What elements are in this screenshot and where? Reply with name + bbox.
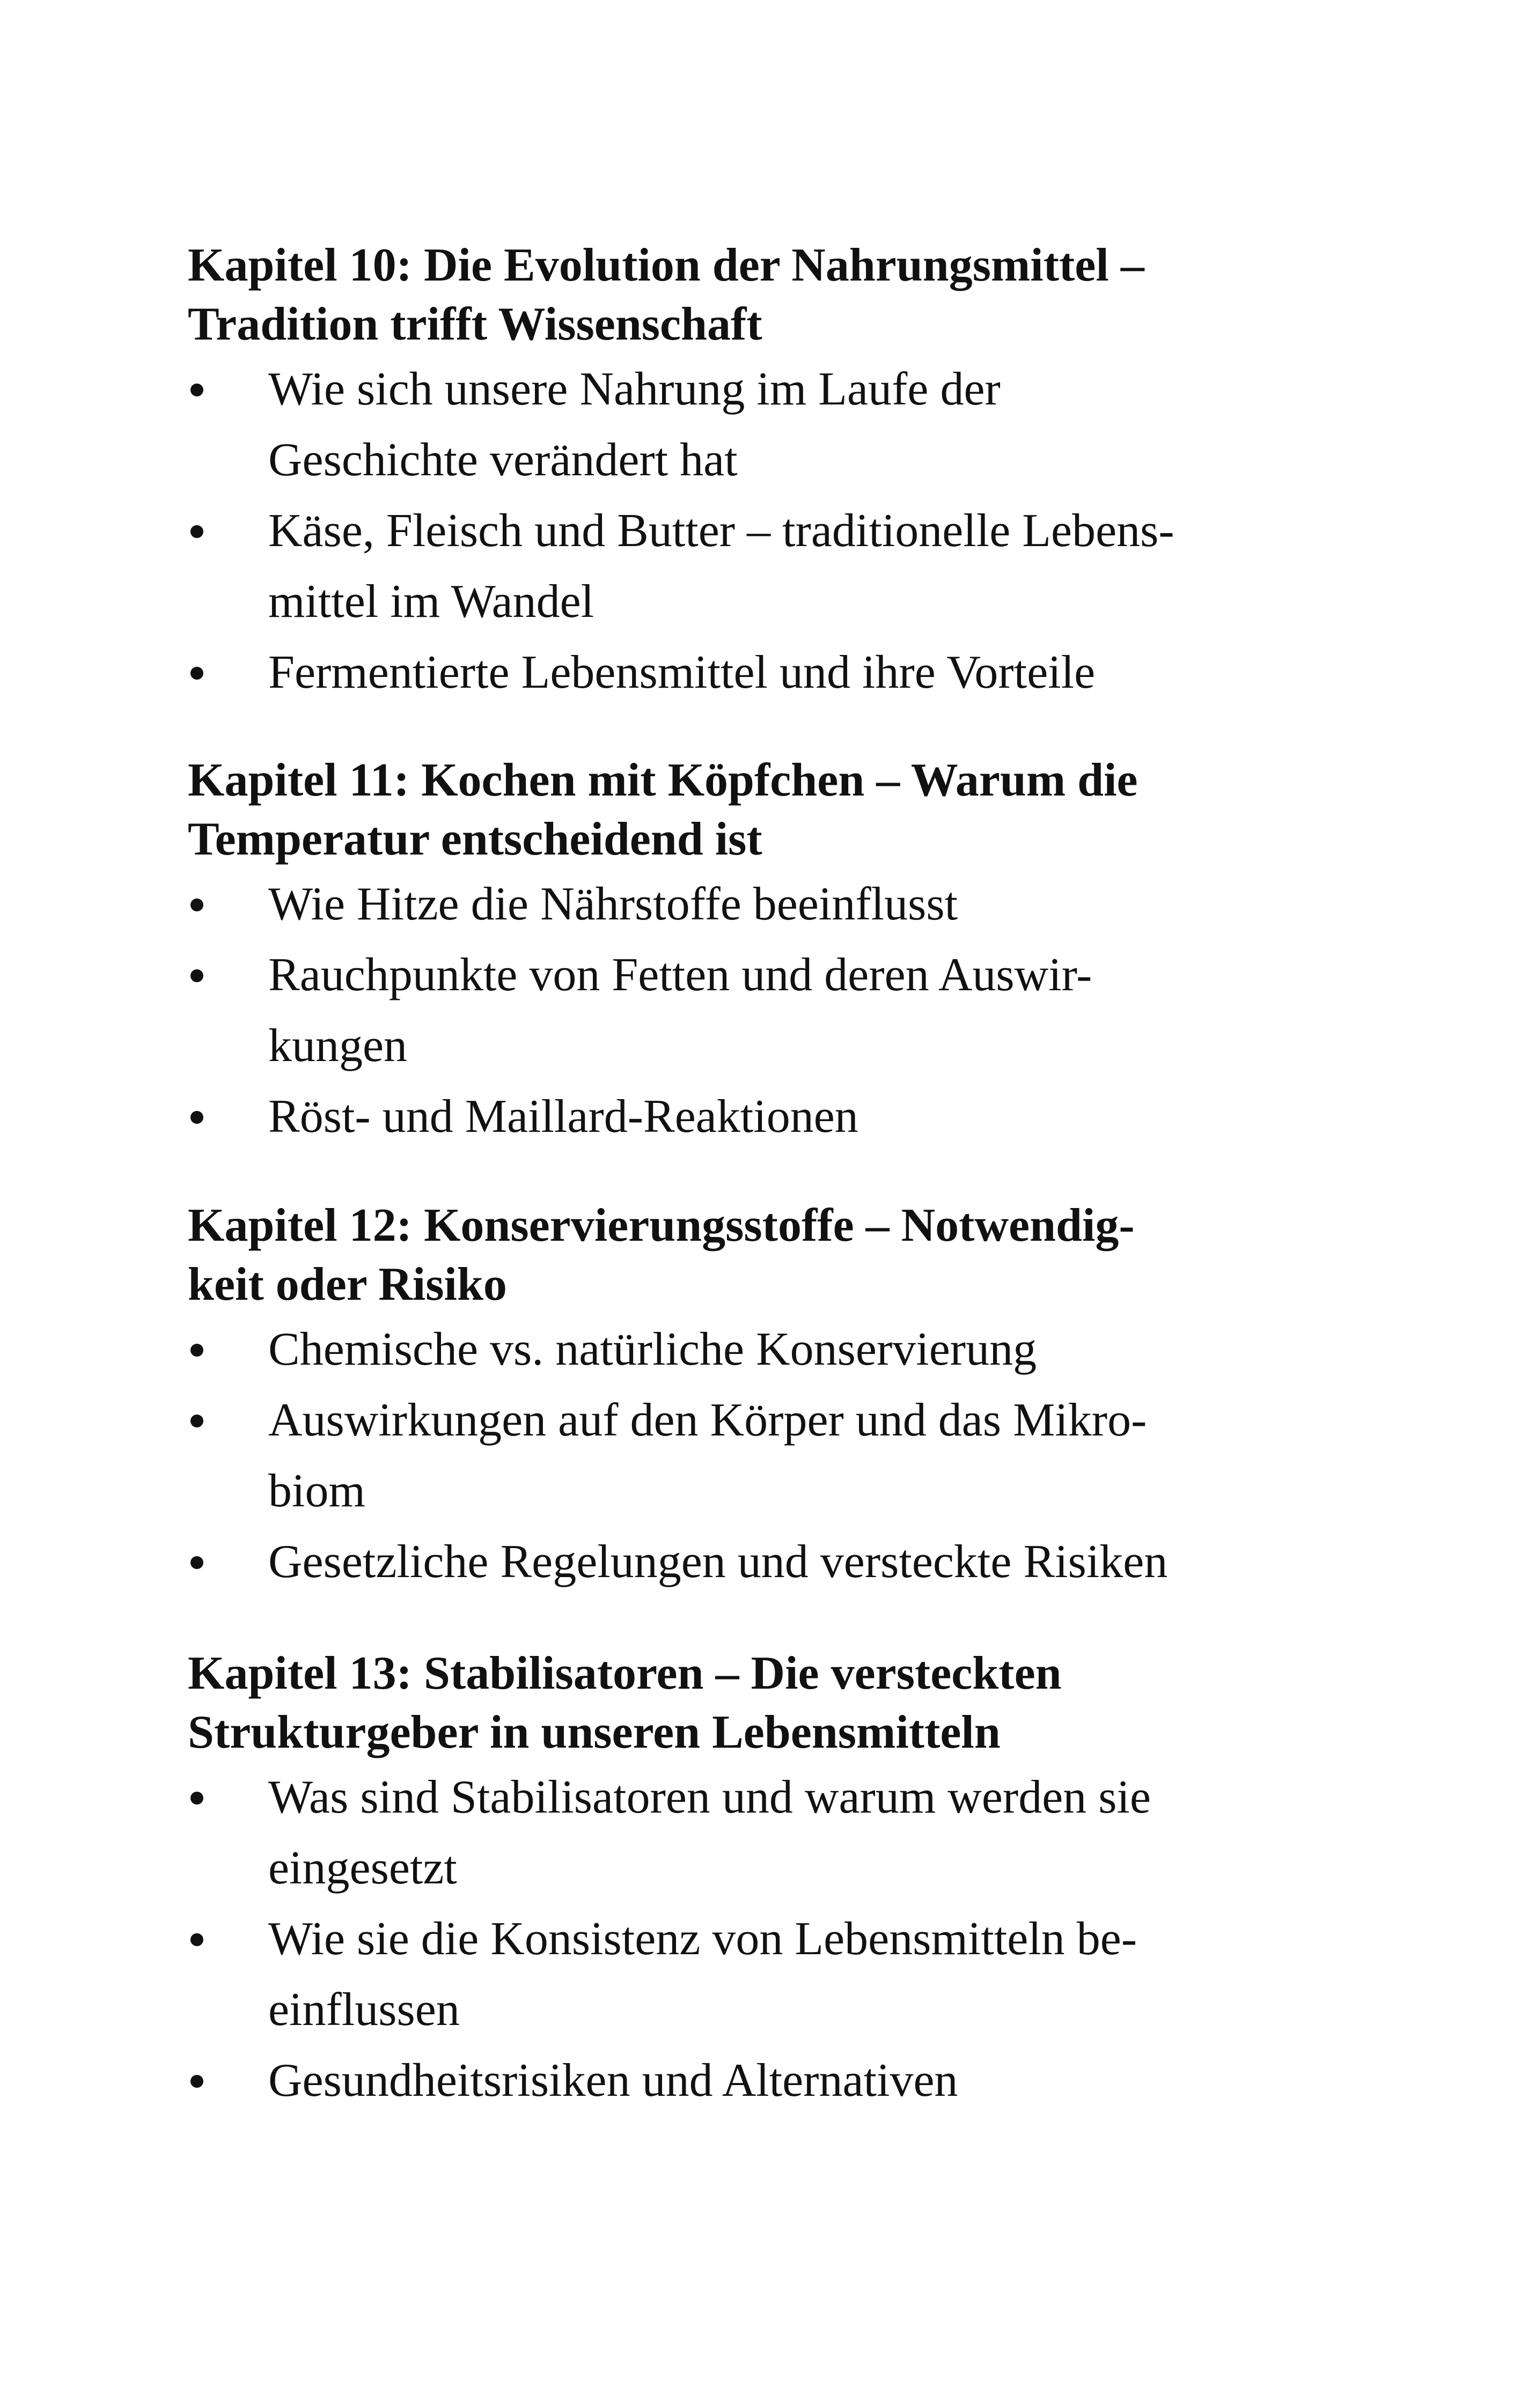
bullet-icon: [190, 1415, 203, 1427]
list-item-line: Gesundheitsrisiken und Alternativen: [268, 2054, 958, 2107]
list-item: [188, 1314, 1368, 1385]
list-item-line: Rauchpunkte von Fetten und deren Auswir-: [268, 949, 1092, 1001]
list-item: [188, 940, 1368, 1081]
bullet-icon: [190, 969, 203, 982]
bullet-icon: [190, 1792, 203, 1805]
bullet-list: [188, 354, 1368, 708]
list-item: [188, 1762, 1368, 1904]
bullet-icon: [190, 667, 203, 680]
chapter-title-line: Kapitel 13: Stabilisatoren – Die versteckten: [188, 1647, 1062, 1699]
chapter-title-line: Kapitel 10: Die Evolution der Nahrungsmittel –: [188, 239, 1144, 291]
list-item-line: Röst- und Maillard-Reaktionen: [268, 1091, 858, 1143]
list-item: [188, 1904, 1368, 2045]
list-item-line: Käse, Fleisch und Butter – traditionelle Lebens-: [268, 505, 1174, 557]
chapter-title-line: Strukturgeber in unseren Lebensmitteln: [188, 1706, 1001, 1758]
list-item: [188, 1081, 1368, 1152]
list-item-line: Gesetzliche Regelungen und versteckte Risiken: [268, 1536, 1168, 1588]
chapter-title: [188, 751, 1368, 869]
bullet-icon: [190, 1111, 203, 1124]
list-item: [188, 496, 1368, 637]
list-item-line: Fermentierte Lebensmittel und ihre Vorteile: [268, 646, 1096, 698]
bullet-icon: [190, 1344, 203, 1357]
list-item-line: Wie sie die Konsistenz von Lebensmitteln be-: [268, 1913, 1137, 1965]
chapter-title-line: Kapitel 11: Kochen mit Köpfchen – Warum die: [188, 754, 1138, 806]
list-item: [188, 2045, 1368, 2116]
bullet-list: [188, 1314, 1368, 1597]
list-item: [188, 1527, 1368, 1597]
chapter-title: [188, 236, 1368, 354]
chapter-title-line: Temperatur entscheidend ist: [188, 813, 762, 865]
list-item-line: biom: [268, 1465, 365, 1517]
chapter-10: [188, 236, 1368, 708]
bullet-icon: [190, 1556, 203, 1569]
list-item-line: mittel im Wandel: [268, 576, 594, 628]
bullet-icon: [190, 899, 203, 911]
list-item: [188, 354, 1368, 496]
list-item-line: Wie Hitze die Nährstoffe beeinflusst: [268, 878, 958, 930]
list-item: [188, 1385, 1368, 1527]
chapter-title: [188, 1644, 1368, 1762]
list-item-line: einflussen: [268, 1984, 460, 2036]
bullet-icon: [190, 525, 203, 538]
list-item-line: kungen: [268, 1020, 408, 1072]
chapter-title: [188, 1196, 1368, 1314]
chapter-title-line: keit oder Risiko: [188, 1258, 507, 1310]
list-item-line: Geschichte verändert hat: [268, 434, 738, 486]
chapter-11: [188, 751, 1368, 1152]
list-item-line: Wie sich unsere Nahrung im Laufe der: [268, 363, 1001, 415]
bullet-icon: [190, 2075, 203, 2088]
chapter-12: [188, 1196, 1368, 1597]
chapter-13: [188, 1644, 1368, 2116]
list-item-line: Chemische vs. natürliche Konservierung: [268, 1323, 1037, 1375]
bullet-icon: [190, 384, 203, 396]
bullet-list: [188, 869, 1368, 1152]
chapter-title-line: Kapitel 12: Konservierungsstoffe – Notwendig-: [188, 1199, 1135, 1251]
list-item-line: Auswirkungen auf den Körper und das Mikro-: [268, 1394, 1147, 1446]
list-item: [188, 869, 1368, 940]
list-item-line: eingesetzt: [268, 1842, 457, 1894]
list-item: [188, 637, 1368, 708]
bullet-icon: [190, 1933, 203, 1946]
bullet-list: [188, 1762, 1368, 2116]
list-item-line: Was sind Stabilisatoren und warum werden sie: [268, 1771, 1151, 1823]
chapter-title-line: Tradition trifft Wissenschaft: [188, 298, 762, 350]
